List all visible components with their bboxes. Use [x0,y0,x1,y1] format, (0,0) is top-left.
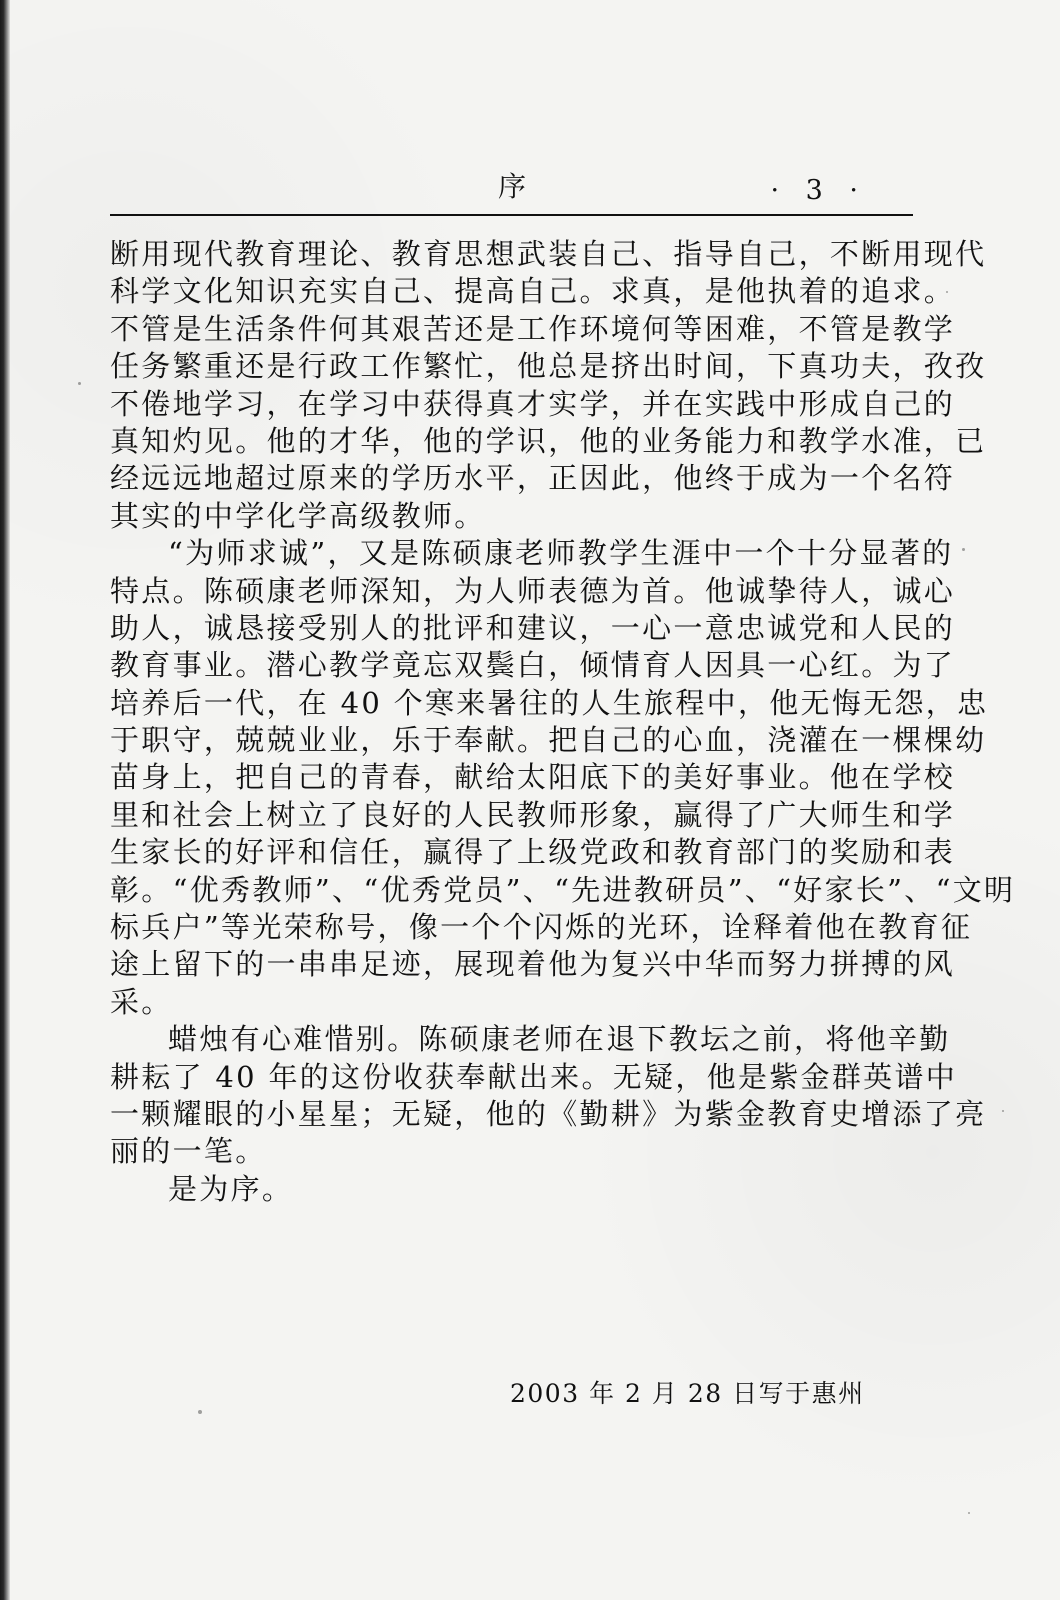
signature-date-place: 2003 年 2 月 28 日写于惠州 [510,1379,865,1408]
text-line: 不管是生活条件何其艰苦还是工作环境何等困难，不管是教学 [110,311,956,346]
text-line: 真知灼见。他的才华，他的学识，他的业务能力和教学水准，已 [110,423,987,458]
scan-speck [962,548,965,551]
page-header-title: 序 [498,170,528,203]
preface-text [110,236,1016,1208]
scan-speck [1002,1110,1004,1112]
text-line: 生家长的好评和信任，赢得了上级党政和教育部门的奖励和表 [110,835,956,870]
text-line: 采。 [110,984,173,1019]
text-line: 科学文化知识充实自己、提高自己。求真，是他执着的追求。 [110,274,956,309]
text-line: 经远远地超过原来的学历水平，正因此，他终于成为一个名符 [110,461,956,496]
scan-speck [198,1410,202,1414]
text-line: “为师求诚”，又是陈硕康老师教学生涯中一个十分显著的 [168,536,954,571]
text-line: 于职守，兢兢业业，乐于奉献。把自己的心血，浇灌在一棵棵幼 [110,723,987,758]
text-line: 培养后一代，在 40 个寒来暑往的人生旅程中，他无悔无怨，忠 [110,685,989,720]
text-line: 丽的一笔。 [110,1134,267,1169]
text-line: 任务繁重还是行政工作繁忙，他总是挤出时间，下真功夫，孜孜 [110,349,987,384]
text-line: 里和社会上树立了良好的人民教师形象，赢得了广大师生和学 [110,797,956,832]
text-line: 断用现代教育理论、教育思想武装自己、指导自己，不断用现代 [110,237,987,271]
text-line: 苗身上，把自己的青春，献给太阳底下的美好事业。他在学校 [110,760,956,795]
text-line: 蜡烛有心难惜别。陈硕康老师在退下教坛之前，将他辛勤 [168,1022,951,1057]
binding-shadow [0,0,10,1600]
text-line: 彰。“优秀教师”、“优秀党员”、“先进教研员”、“好家长”、“文明 [110,872,1016,907]
text-line: 耕耘了 40 年的这份收获奉献出来。无疑，他是紫金群英谱中 [110,1059,958,1094]
text-line: 途上留下的一串串足迹，展现着他为复兴中华而努力拼搏的风 [110,947,956,982]
scan-speck [946,291,948,293]
text-line: 标兵户”等光荣称号，像一个个闪烁的光环，诠释着他在教育征 [110,910,973,945]
scan-speck [78,382,81,385]
text-line: 不倦地学习，在学习中获得真才实学，并在实践中形成自己的 [110,386,956,421]
header-rule [110,214,913,216]
page-number: · 3 · [770,175,867,206]
text-line: 一颗耀眼的小星星；无疑，他的《勤耕》为紫金教育史增添了亮 [110,1096,987,1131]
text-line: 特点。陈硕康老师深知，为人师表德为首。他诚挚待人，诚心 [110,573,956,608]
scan-speck [968,1512,970,1514]
text-line: 教育事业。潜心教学竟忘双鬓白，倾情育人因具一心红。为了 [110,648,956,683]
text-line: 其实的中学化学高级教师。 [110,498,486,533]
text-line: 助人，诚恳接受别人的批评和建议，一心一意忠诚党和人民的 [110,610,956,645]
text-line: 是为序。 [168,1171,294,1206]
